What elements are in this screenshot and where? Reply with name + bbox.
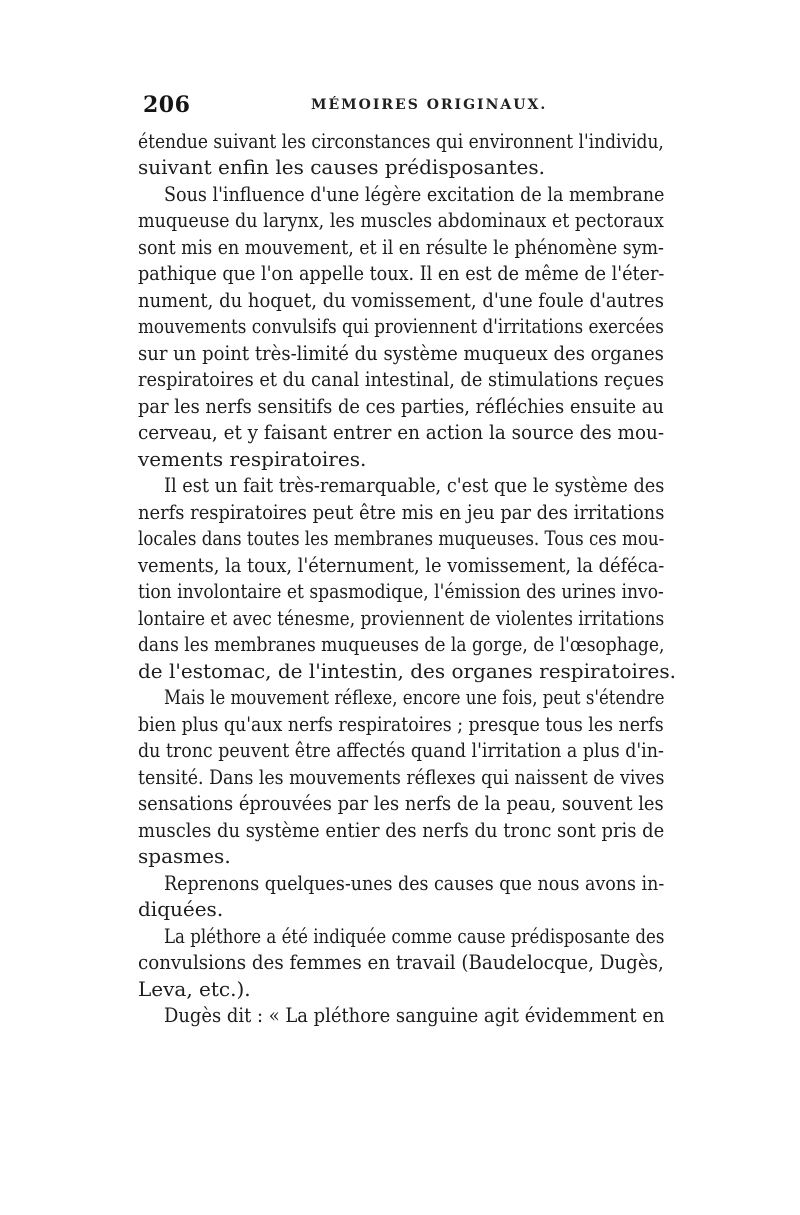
- text-line: suivant enfin les causes prédisposantes.: [138, 155, 545, 179]
- text-line: La pléthore a été indiquée comme cause prédisposante des: [164, 924, 665, 948]
- text-line: tion involontaire et spasmodique, l'émission des urines invo-: [138, 579, 664, 603]
- running-head: [143, 92, 663, 122]
- text-line: nument, du hoquet, du vomissement, d'une foule d'autres: [138, 288, 664, 312]
- text-line: Reprenons quelques-unes des causes que nous avons in-: [164, 871, 665, 895]
- text-line: dans les membranes muqueuses de la gorge, de l'œsophage,: [138, 632, 665, 656]
- running-title: MÉMOIRES ORIGINAUX.: [311, 97, 548, 113]
- text-line: sont mis en mouvement, et il en résulte le phénomène sym-: [138, 235, 664, 259]
- text-line: par les nerfs sensitifs de ces parties, réfléchies ensuite au: [138, 394, 664, 418]
- text-line: cerveau, et y faisant entrer en action la source des mou-: [138, 420, 665, 444]
- text-line: convulsions des femmes en travail (Baudelocque, Dugès,: [138, 950, 664, 974]
- text-line: spasmes.: [138, 844, 231, 868]
- text-line: Mais le mouvement réflexe, encore une fois, peut s'étendre: [164, 685, 665, 709]
- text-line: sur un point très-limité du système muqueux des organes: [138, 341, 664, 365]
- text-line: Sous l'influence d'une légère excitation de la membrane: [164, 182, 665, 206]
- text-line: étendue suivant les circonstances qui environnent l'individu,: [138, 129, 664, 153]
- text-line: mouvements convulsifs qui proviennent d'irritations exercées: [138, 314, 664, 338]
- text-line: de l'estomac, de l'intestin, des organes respiratoires.: [138, 659, 676, 683]
- text-line: respiratoires et du canal intestinal, de stimulations reçues: [138, 367, 664, 391]
- text-line: bien plus qu'aux nerfs respiratoires ; presque tous les nerfs: [138, 712, 664, 736]
- text-line: locales dans toutes les membranes muqueuses. Tous ces mou-: [138, 526, 665, 550]
- text-line: Dugès dit : « La pléthore sanguine agit évidemment en: [164, 1003, 665, 1027]
- text-line: tensité. Dans les mouvements réflexes qui naissent de vives: [138, 765, 665, 789]
- text-line: du tronc peuvent être affectés quand l'irritation a plus d'in-: [138, 738, 664, 762]
- text-line: lontaire et avec ténesme, proviennent de violentes irritations: [138, 606, 665, 630]
- text-line: vements respiratoires.: [138, 447, 367, 471]
- text-line: diquées.: [138, 897, 224, 921]
- text-line: sensations éprouvées par les nerfs de la peau, souvent les: [138, 791, 664, 815]
- text-line: vements, la toux, l'éternument, le vomissement, la déféca-: [138, 553, 665, 577]
- page-number: 206: [143, 92, 191, 118]
- text-line: Il est un fait très-remarquable, c'est que le système des: [164, 473, 665, 497]
- text-line: nerfs respiratoires peut être mis en jeu par des irritations: [138, 500, 665, 524]
- text-line: pathique que l'on appelle toux. Il en est de même de l'éter-: [138, 261, 665, 285]
- text-line: Leva, etc.).: [138, 977, 251, 1001]
- text-line: muqueuse du larynx, les muscles abdominaux et pectoraux: [138, 208, 664, 232]
- text-line: muscles du système entier des nerfs du tronc sont pris de: [138, 818, 665, 842]
